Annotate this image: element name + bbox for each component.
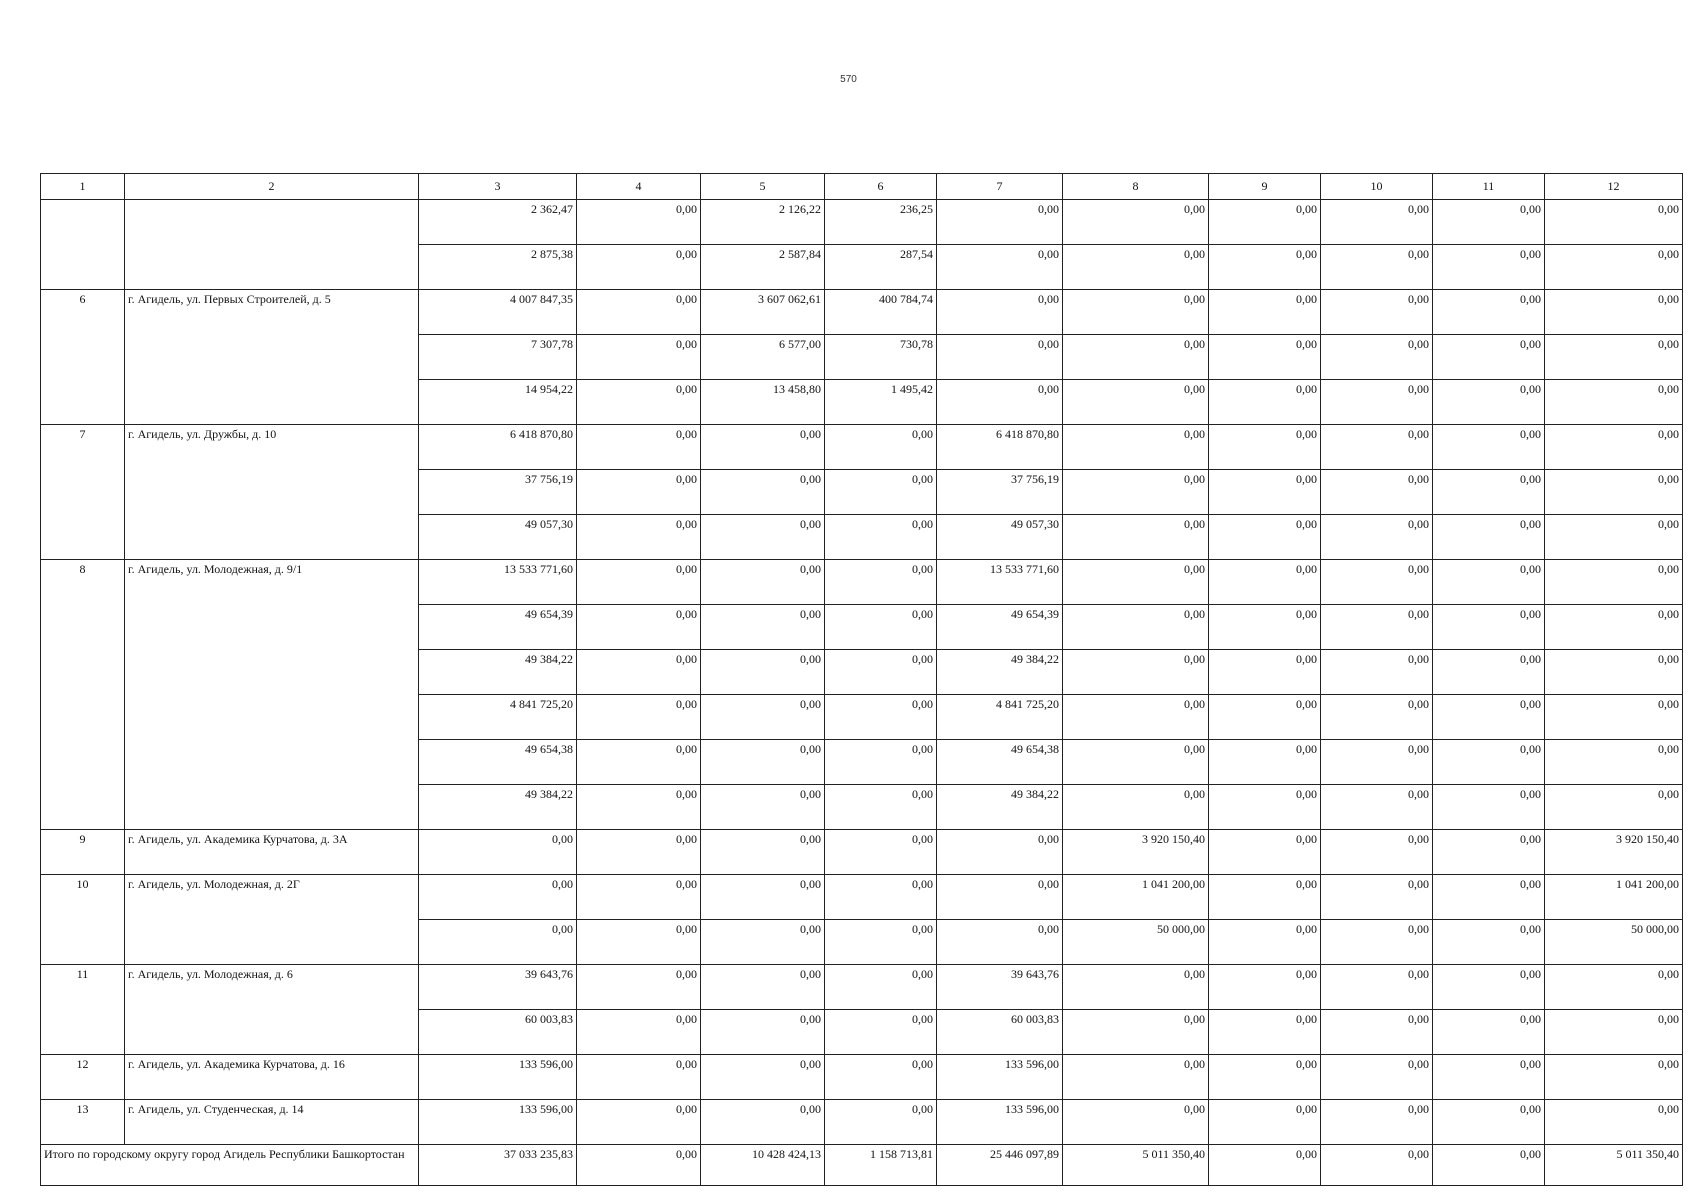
value-cell-col-10: 0,00: [1321, 560, 1433, 605]
value-cell-col-9: 0,00: [1209, 650, 1321, 695]
row-index: 11: [41, 965, 125, 1055]
value-cell-col-3: 37 756,19: [419, 470, 577, 515]
table-row: [41, 1100, 1683, 1145]
row-index: 6: [41, 290, 125, 425]
column-header-12: 12: [1545, 174, 1683, 200]
total-value-col-3: 37 033 235,83: [419, 1145, 577, 1186]
value-cell-col-5: 3 607 062,61: [701, 290, 825, 335]
page-number: 570: [840, 74, 857, 85]
value-cell-col-4: 0,00: [577, 965, 701, 1010]
value-cell-col-12: 50 000,00: [1545, 920, 1683, 965]
value-cell-col-11: 0,00: [1433, 785, 1545, 830]
value-cell-col-10: 0,00: [1321, 1055, 1433, 1100]
value-cell-col-6: 1 495,42: [825, 380, 937, 425]
value-cell-col-10: 0,00: [1321, 515, 1433, 560]
value-cell-col-8: 0,00: [1063, 335, 1209, 380]
value-cell-col-10: 0,00: [1321, 740, 1433, 785]
value-cell-col-12: 3 920 150,40: [1545, 830, 1683, 875]
value-cell-col-6: 0,00: [825, 1010, 937, 1055]
value-cell-col-11: 0,00: [1433, 695, 1545, 740]
value-cell-col-6: 400 784,74: [825, 290, 937, 335]
value-cell-col-5: 2 587,84: [701, 245, 825, 290]
row-index: 7: [41, 425, 125, 560]
value-cell-col-4: 0,00: [577, 1055, 701, 1100]
value-cell-col-3: 2 875,38: [419, 245, 577, 290]
value-cell-col-7: 4 841 725,20: [937, 695, 1063, 740]
value-cell-col-7: 49 384,22: [937, 650, 1063, 695]
table-row: [41, 560, 1683, 605]
table-row: [41, 200, 1683, 245]
value-cell-col-3: 6 418 870,80: [419, 425, 577, 470]
table-body: [41, 200, 1683, 1186]
value-cell-col-3: 49 384,22: [419, 785, 577, 830]
value-cell-col-12: 0,00: [1545, 335, 1683, 380]
row-index: 12: [41, 1055, 125, 1100]
value-cell-col-12: 0,00: [1545, 1055, 1683, 1100]
value-cell-col-3: 49 654,38: [419, 740, 577, 785]
address-cell: г. Агидель, ул. Молодежная, д. 9/1: [125, 560, 419, 830]
value-cell-col-12: 0,00: [1545, 470, 1683, 515]
value-cell-col-3: 14 954,22: [419, 380, 577, 425]
value-cell-col-4: 0,00: [577, 470, 701, 515]
value-cell-col-5: 0,00: [701, 920, 825, 965]
value-cell-col-12: 0,00: [1545, 560, 1683, 605]
value-cell-col-8: 1 041 200,00: [1063, 875, 1209, 920]
value-cell-col-7: 49 654,39: [937, 605, 1063, 650]
value-cell-col-12: 0,00: [1545, 605, 1683, 650]
value-cell-col-3: 13 533 771,60: [419, 560, 577, 605]
address-cell: г. Агидель, ул. Академика Курчатова, д. 16: [125, 1055, 419, 1100]
value-cell-col-6: 0,00: [825, 425, 937, 470]
value-cell-col-11: 0,00: [1433, 245, 1545, 290]
value-cell-col-10: 0,00: [1321, 1010, 1433, 1055]
value-cell-col-6: 0,00: [825, 965, 937, 1010]
value-cell-col-8: 0,00: [1063, 695, 1209, 740]
table-row: [41, 875, 1683, 920]
value-cell-col-10: 0,00: [1321, 695, 1433, 740]
value-cell-col-12: 0,00: [1545, 290, 1683, 335]
total-value-col-12: 5 011 350,40: [1545, 1145, 1683, 1186]
total-label: Итого по городскому округу город Агидель Республики Башкортостан: [41, 1145, 419, 1186]
table-row: [41, 830, 1683, 875]
value-cell-col-12: 0,00: [1545, 965, 1683, 1010]
address-cell: г. Агидель, ул. Молодежная, д. 6: [125, 965, 419, 1055]
value-cell-col-9: 0,00: [1209, 290, 1321, 335]
value-cell-col-5: 0,00: [701, 470, 825, 515]
value-cell-col-12: 0,00: [1545, 695, 1683, 740]
row-index: 8: [41, 560, 125, 830]
column-header-8: 8: [1063, 174, 1209, 200]
value-cell-col-7: 0,00: [937, 335, 1063, 380]
value-cell-col-8: 0,00: [1063, 560, 1209, 605]
total-value-col-4: 0,00: [577, 1145, 701, 1186]
row-index: [41, 200, 125, 290]
value-cell-col-7: 39 643,76: [937, 965, 1063, 1010]
address-cell: г. Агидель, ул. Молодежная, д. 2Г: [125, 875, 419, 965]
value-cell-col-7: 133 596,00: [937, 1055, 1063, 1100]
value-cell-col-6: 0,00: [825, 470, 937, 515]
value-cell-col-11: 0,00: [1433, 1055, 1545, 1100]
value-cell-col-4: 0,00: [577, 920, 701, 965]
value-cell-col-10: 0,00: [1321, 920, 1433, 965]
value-cell-col-4: 0,00: [577, 200, 701, 245]
value-cell-col-8: 0,00: [1063, 1100, 1209, 1145]
column-header-7: 7: [937, 174, 1063, 200]
value-cell-col-4: 0,00: [577, 290, 701, 335]
value-cell-col-6: 0,00: [825, 920, 937, 965]
value-cell-col-12: 0,00: [1545, 515, 1683, 560]
value-cell-col-3: 2 362,47: [419, 200, 577, 245]
column-header-11: 11: [1433, 174, 1545, 200]
value-cell-col-4: 0,00: [577, 830, 701, 875]
value-cell-col-3: 4 841 725,20: [419, 695, 577, 740]
value-cell-col-11: 0,00: [1433, 335, 1545, 380]
value-cell-col-9: 0,00: [1209, 1010, 1321, 1055]
table-row: [41, 965, 1683, 1010]
value-cell-col-4: 0,00: [577, 1100, 701, 1145]
value-cell-col-8: 0,00: [1063, 245, 1209, 290]
value-cell-col-12: 0,00: [1545, 1010, 1683, 1055]
value-cell-col-11: 0,00: [1433, 875, 1545, 920]
value-cell-col-6: 0,00: [825, 695, 937, 740]
value-cell-col-5: 0,00: [701, 1055, 825, 1100]
value-cell-col-9: 0,00: [1209, 560, 1321, 605]
value-cell-col-7: 0,00: [937, 290, 1063, 335]
value-cell-col-10: 0,00: [1321, 875, 1433, 920]
budget-table: [40, 173, 1683, 1186]
value-cell-col-10: 0,00: [1321, 380, 1433, 425]
value-cell-col-12: 0,00: [1545, 200, 1683, 245]
value-cell-col-8: 0,00: [1063, 470, 1209, 515]
value-cell-col-3: 49 654,39: [419, 605, 577, 650]
total-value-col-7: 25 446 097,89: [937, 1145, 1063, 1186]
value-cell-col-4: 0,00: [577, 875, 701, 920]
value-cell-col-5: 0,00: [701, 425, 825, 470]
total-value-col-10: 0,00: [1321, 1145, 1433, 1186]
value-cell-col-3: 39 643,76: [419, 965, 577, 1010]
value-cell-col-4: 0,00: [577, 560, 701, 605]
value-cell-col-8: 0,00: [1063, 740, 1209, 785]
value-cell-col-5: 0,00: [701, 515, 825, 560]
value-cell-col-7: 49 057,30: [937, 515, 1063, 560]
value-cell-col-12: 0,00: [1545, 740, 1683, 785]
value-cell-col-10: 0,00: [1321, 965, 1433, 1010]
value-cell-col-9: 0,00: [1209, 245, 1321, 290]
total-value-col-6: 1 158 713,81: [825, 1145, 937, 1186]
value-cell-col-6: 287,54: [825, 245, 937, 290]
value-cell-col-8: 0,00: [1063, 515, 1209, 560]
value-cell-col-6: 730,78: [825, 335, 937, 380]
value-cell-col-7: 49 654,38: [937, 740, 1063, 785]
value-cell-col-7: 6 418 870,80: [937, 425, 1063, 470]
value-cell-col-5: 6 577,00: [701, 335, 825, 380]
value-cell-col-8: 0,00: [1063, 650, 1209, 695]
value-cell-col-8: 3 920 150,40: [1063, 830, 1209, 875]
value-cell-col-11: 0,00: [1433, 560, 1545, 605]
value-cell-col-11: 0,00: [1433, 200, 1545, 245]
value-cell-col-4: 0,00: [577, 1010, 701, 1055]
value-cell-col-6: 0,00: [825, 605, 937, 650]
value-cell-col-8: 0,00: [1063, 1010, 1209, 1055]
value-cell-col-7: 0,00: [937, 200, 1063, 245]
table-row: [41, 1055, 1683, 1100]
value-cell-col-9: 0,00: [1209, 380, 1321, 425]
value-cell-col-8: 0,00: [1063, 605, 1209, 650]
value-cell-col-8: 0,00: [1063, 425, 1209, 470]
value-cell-col-8: 0,00: [1063, 200, 1209, 245]
value-cell-col-10: 0,00: [1321, 650, 1433, 695]
value-cell-col-10: 0,00: [1321, 470, 1433, 515]
column-header-4: 4: [577, 174, 701, 200]
value-cell-col-10: 0,00: [1321, 605, 1433, 650]
value-cell-col-4: 0,00: [577, 425, 701, 470]
value-cell-col-10: 0,00: [1321, 425, 1433, 470]
value-cell-col-11: 0,00: [1433, 1100, 1545, 1145]
value-cell-col-10: 0,00: [1321, 830, 1433, 875]
table-row: [41, 290, 1683, 335]
value-cell-col-3: 0,00: [419, 920, 577, 965]
value-cell-col-12: 0,00: [1545, 380, 1683, 425]
value-cell-col-7: 0,00: [937, 245, 1063, 290]
value-cell-col-11: 0,00: [1433, 290, 1545, 335]
value-cell-col-7: 133 596,00: [937, 1100, 1063, 1145]
value-cell-col-7: 0,00: [937, 875, 1063, 920]
value-cell-col-3: 0,00: [419, 830, 577, 875]
value-cell-col-3: 4 007 847,35: [419, 290, 577, 335]
address-cell: г. Агидель, ул. Академика Курчатова, д. 3А: [125, 830, 419, 875]
value-cell-col-9: 0,00: [1209, 785, 1321, 830]
value-cell-col-5: 0,00: [701, 740, 825, 785]
value-cell-col-10: 0,00: [1321, 245, 1433, 290]
value-cell-col-7: 49 384,22: [937, 785, 1063, 830]
value-cell-col-4: 0,00: [577, 740, 701, 785]
row-index: 10: [41, 875, 125, 965]
value-cell-col-3: 133 596,00: [419, 1055, 577, 1100]
value-cell-col-9: 0,00: [1209, 605, 1321, 650]
value-cell-col-11: 0,00: [1433, 920, 1545, 965]
value-cell-col-6: 0,00: [825, 560, 937, 605]
value-cell-col-5: 0,00: [701, 785, 825, 830]
value-cell-col-9: 0,00: [1209, 695, 1321, 740]
value-cell-col-5: 0,00: [701, 560, 825, 605]
value-cell-col-6: 0,00: [825, 1100, 937, 1145]
address-cell: [125, 200, 419, 290]
value-cell-col-9: 0,00: [1209, 1100, 1321, 1145]
value-cell-col-4: 0,00: [577, 335, 701, 380]
row-index: 9: [41, 830, 125, 875]
value-cell-col-10: 0,00: [1321, 290, 1433, 335]
value-cell-col-9: 0,00: [1209, 920, 1321, 965]
value-cell-col-5: 0,00: [701, 830, 825, 875]
column-header-1: 1: [41, 174, 125, 200]
value-cell-col-8: 0,00: [1063, 785, 1209, 830]
value-cell-col-10: 0,00: [1321, 785, 1433, 830]
value-cell-col-12: 1 041 200,00: [1545, 875, 1683, 920]
total-row: [41, 1145, 1683, 1186]
value-cell-col-5: 0,00: [701, 695, 825, 740]
value-cell-col-11: 0,00: [1433, 515, 1545, 560]
total-value-col-9: 0,00: [1209, 1145, 1321, 1186]
value-cell-col-11: 0,00: [1433, 425, 1545, 470]
value-cell-col-5: 0,00: [701, 875, 825, 920]
value-cell-col-3: 49 057,30: [419, 515, 577, 560]
column-header-3: 3: [419, 174, 577, 200]
value-cell-col-6: 0,00: [825, 1055, 937, 1100]
value-cell-col-9: 0,00: [1209, 740, 1321, 785]
column-header-5: 5: [701, 174, 825, 200]
value-cell-col-11: 0,00: [1433, 740, 1545, 785]
value-cell-col-11: 0,00: [1433, 650, 1545, 695]
address-cell: г. Агидель, ул. Первых Строителей, д. 5: [125, 290, 419, 425]
value-cell-col-10: 0,00: [1321, 1100, 1433, 1145]
value-cell-col-12: 0,00: [1545, 1100, 1683, 1145]
value-cell-col-12: 0,00: [1545, 245, 1683, 290]
value-cell-col-5: 0,00: [701, 1100, 825, 1145]
value-cell-col-4: 0,00: [577, 605, 701, 650]
value-cell-col-9: 0,00: [1209, 875, 1321, 920]
value-cell-col-5: 13 458,80: [701, 380, 825, 425]
value-cell-col-9: 0,00: [1209, 425, 1321, 470]
column-header-2: 2: [125, 174, 419, 200]
column-header-6: 6: [825, 174, 937, 200]
table-row: [41, 425, 1683, 470]
value-cell-col-6: 0,00: [825, 515, 937, 560]
value-cell-col-8: 0,00: [1063, 965, 1209, 1010]
value-cell-col-5: 0,00: [701, 1010, 825, 1055]
value-cell-col-8: 0,00: [1063, 290, 1209, 335]
value-cell-col-3: 7 307,78: [419, 335, 577, 380]
value-cell-col-11: 0,00: [1433, 380, 1545, 425]
row-index: 13: [41, 1100, 125, 1145]
value-cell-col-4: 0,00: [577, 785, 701, 830]
value-cell-col-12: 0,00: [1545, 785, 1683, 830]
value-cell-col-7: 0,00: [937, 920, 1063, 965]
value-cell-col-7: 0,00: [937, 830, 1063, 875]
value-cell-col-8: 50 000,00: [1063, 920, 1209, 965]
value-cell-col-4: 0,00: [577, 695, 701, 740]
value-cell-col-11: 0,00: [1433, 1010, 1545, 1055]
value-cell-col-6: 0,00: [825, 740, 937, 785]
value-cell-col-12: 0,00: [1545, 425, 1683, 470]
value-cell-col-7: 0,00: [937, 380, 1063, 425]
value-cell-col-5: 2 126,22: [701, 200, 825, 245]
value-cell-col-10: 0,00: [1321, 200, 1433, 245]
value-cell-col-8: 0,00: [1063, 380, 1209, 425]
value-cell-col-6: 0,00: [825, 875, 937, 920]
value-cell-col-4: 0,00: [577, 515, 701, 560]
value-cell-col-6: 0,00: [825, 830, 937, 875]
value-cell-col-11: 0,00: [1433, 605, 1545, 650]
value-cell-col-4: 0,00: [577, 380, 701, 425]
value-cell-col-3: 49 384,22: [419, 650, 577, 695]
value-cell-col-5: 0,00: [701, 965, 825, 1010]
value-cell-col-4: 0,00: [577, 650, 701, 695]
value-cell-col-6: 0,00: [825, 785, 937, 830]
value-cell-col-9: 0,00: [1209, 830, 1321, 875]
value-cell-col-9: 0,00: [1209, 200, 1321, 245]
header-row: [41, 174, 1683, 200]
column-header-10: 10: [1321, 174, 1433, 200]
value-cell-col-9: 0,00: [1209, 1055, 1321, 1100]
address-cell: г. Агидель, ул. Студенческая, д. 14: [125, 1100, 419, 1145]
value-cell-col-4: 0,00: [577, 245, 701, 290]
value-cell-col-6: 0,00: [825, 650, 937, 695]
value-cell-col-9: 0,00: [1209, 515, 1321, 560]
value-cell-col-9: 0,00: [1209, 335, 1321, 380]
total-value-col-11: 0,00: [1433, 1145, 1545, 1186]
total-value-col-8: 5 011 350,40: [1063, 1145, 1209, 1186]
value-cell-col-7: 60 003,83: [937, 1010, 1063, 1055]
value-cell-col-11: 0,00: [1433, 965, 1545, 1010]
value-cell-col-10: 0,00: [1321, 335, 1433, 380]
value-cell-col-9: 0,00: [1209, 470, 1321, 515]
address-cell: г. Агидель, ул. Дружбы, д. 10: [125, 425, 419, 560]
value-cell-col-5: 0,00: [701, 650, 825, 695]
value-cell-col-7: 13 533 771,60: [937, 560, 1063, 605]
value-cell-col-11: 0,00: [1433, 470, 1545, 515]
value-cell-col-12: 0,00: [1545, 650, 1683, 695]
value-cell-col-8: 0,00: [1063, 1055, 1209, 1100]
value-cell-col-5: 0,00: [701, 605, 825, 650]
total-value-col-5: 10 428 424,13: [701, 1145, 825, 1186]
value-cell-col-6: 236,25: [825, 200, 937, 245]
value-cell-col-3: 0,00: [419, 875, 577, 920]
value-cell-col-11: 0,00: [1433, 830, 1545, 875]
column-header-9: 9: [1209, 174, 1321, 200]
value-cell-col-7: 37 756,19: [937, 470, 1063, 515]
value-cell-col-9: 0,00: [1209, 965, 1321, 1010]
value-cell-col-3: 133 596,00: [419, 1100, 577, 1145]
value-cell-col-3: 60 003,83: [419, 1010, 577, 1055]
